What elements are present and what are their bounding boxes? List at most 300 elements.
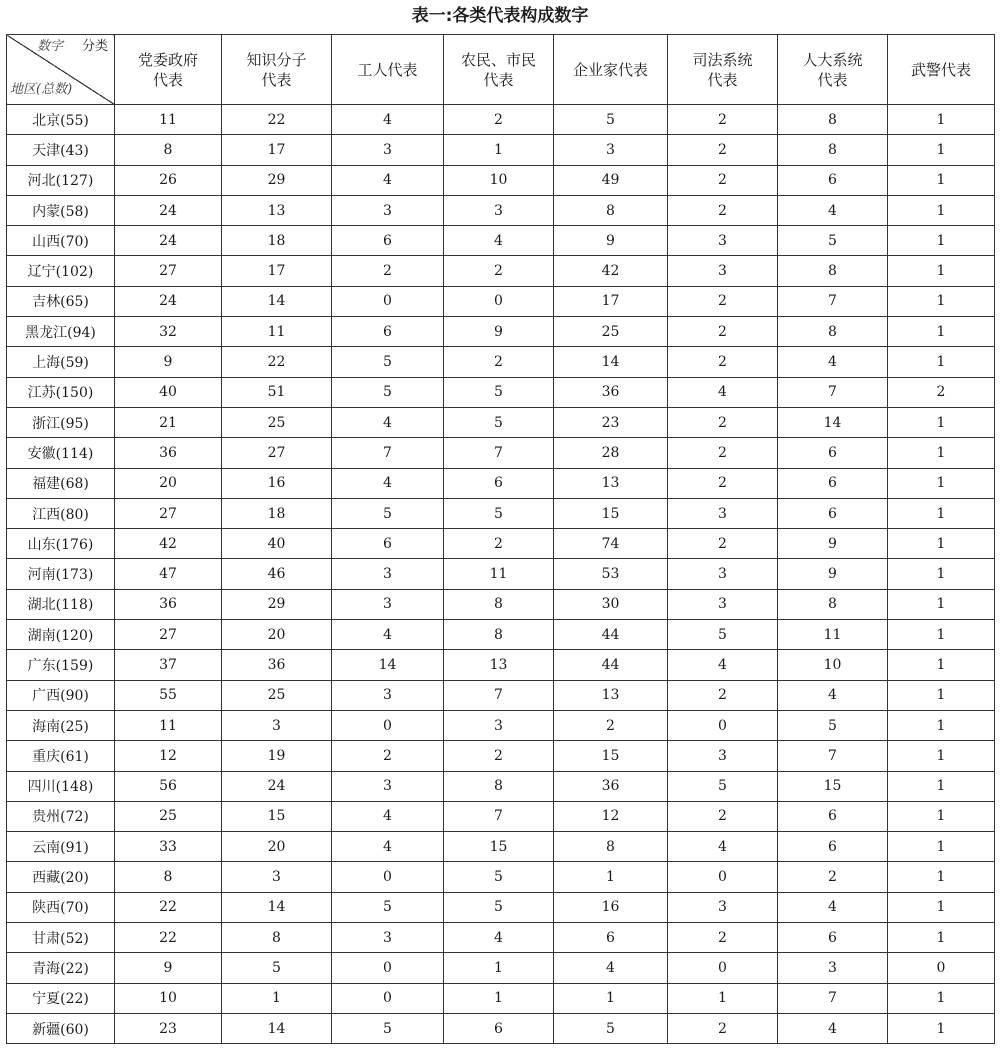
value-cell: 12 xyxy=(554,801,668,831)
column-header: 企业家代表 xyxy=(554,35,668,105)
value-cell: 20 xyxy=(222,620,332,650)
value-cell: 4 xyxy=(332,165,444,195)
region-cell: 黑龙江(94) xyxy=(7,317,115,347)
value-cell: 14 xyxy=(222,286,332,316)
value-cell: 4 xyxy=(332,801,444,831)
column-header: 知识分子代表 xyxy=(222,35,332,105)
value-cell: 2 xyxy=(668,195,778,225)
value-cell: 3 xyxy=(332,923,444,953)
value-cell: 0 xyxy=(444,286,554,316)
value-cell: 9 xyxy=(115,347,222,377)
value-cell: 42 xyxy=(554,256,668,286)
value-cell: 47 xyxy=(115,559,222,589)
value-cell: 11 xyxy=(222,317,332,347)
value-cell: 20 xyxy=(222,832,332,862)
table-row xyxy=(7,317,995,347)
value-cell: 4 xyxy=(554,953,668,983)
value-cell: 12 xyxy=(115,741,222,771)
value-cell: 1 xyxy=(888,589,995,619)
value-cell: 2 xyxy=(778,862,888,892)
value-cell: 36 xyxy=(222,650,332,680)
value-cell: 1 xyxy=(888,680,995,710)
table-row xyxy=(7,953,995,983)
value-cell: 1 xyxy=(888,620,995,650)
value-cell: 2 xyxy=(668,438,778,468)
value-cell: 2 xyxy=(554,710,668,740)
value-cell: 0 xyxy=(332,953,444,983)
value-cell: 3 xyxy=(668,589,778,619)
value-cell: 18 xyxy=(222,226,332,256)
value-cell: 9 xyxy=(444,317,554,347)
value-cell: 1 xyxy=(888,256,995,286)
value-cell: 6 xyxy=(332,529,444,559)
value-cell: 5 xyxy=(444,377,554,407)
value-cell: 17 xyxy=(222,135,332,165)
value-cell: 4 xyxy=(778,892,888,922)
value-cell: 6 xyxy=(444,468,554,498)
value-cell: 6 xyxy=(444,1013,554,1043)
value-cell: 2 xyxy=(444,347,554,377)
value-cell: 6 xyxy=(778,801,888,831)
region-cell: 广西(90) xyxy=(7,680,115,710)
value-cell: 17 xyxy=(222,256,332,286)
value-cell: 40 xyxy=(115,377,222,407)
value-cell: 9 xyxy=(778,559,888,589)
value-cell: 6 xyxy=(554,923,668,953)
value-cell: 2 xyxy=(668,529,778,559)
value-cell: 1 xyxy=(888,498,995,528)
value-cell: 56 xyxy=(115,771,222,801)
value-cell: 30 xyxy=(554,589,668,619)
table-row xyxy=(7,195,995,225)
value-cell: 16 xyxy=(222,468,332,498)
header-row xyxy=(7,35,995,105)
value-cell: 44 xyxy=(554,650,668,680)
value-cell: 0 xyxy=(332,710,444,740)
value-cell: 36 xyxy=(115,438,222,468)
value-cell: 1 xyxy=(888,650,995,680)
value-cell: 1 xyxy=(888,407,995,437)
value-cell: 8 xyxy=(444,620,554,650)
table-row xyxy=(7,135,995,165)
value-cell: 2 xyxy=(444,256,554,286)
region-cell: 甘肃(52) xyxy=(7,923,115,953)
value-cell: 2 xyxy=(668,680,778,710)
value-cell: 4 xyxy=(332,468,444,498)
table-row xyxy=(7,801,995,831)
value-cell: 4 xyxy=(668,377,778,407)
value-cell: 9 xyxy=(778,529,888,559)
value-cell: 3 xyxy=(668,498,778,528)
value-cell: 27 xyxy=(115,498,222,528)
value-cell: 0 xyxy=(668,710,778,740)
table-row xyxy=(7,438,995,468)
value-cell: 17 xyxy=(554,286,668,316)
region-cell: 海南(25) xyxy=(7,710,115,740)
value-cell: 7 xyxy=(332,438,444,468)
value-cell: 16 xyxy=(554,892,668,922)
value-cell: 5 xyxy=(444,892,554,922)
value-cell: 5 xyxy=(554,1013,668,1043)
value-cell: 0 xyxy=(888,953,995,983)
region-cell: 河北(127) xyxy=(7,165,115,195)
region-cell: 内蒙(58) xyxy=(7,195,115,225)
value-cell: 2 xyxy=(444,741,554,771)
value-cell: 10 xyxy=(115,983,222,1013)
value-cell: 7 xyxy=(778,377,888,407)
value-cell: 3 xyxy=(444,710,554,740)
value-cell: 7 xyxy=(444,801,554,831)
table-row xyxy=(7,710,995,740)
value-cell: 22 xyxy=(115,923,222,953)
value-cell: 6 xyxy=(778,923,888,953)
value-cell: 2 xyxy=(444,105,554,135)
value-cell: 15 xyxy=(554,498,668,528)
table-row xyxy=(7,165,995,195)
value-cell: 5 xyxy=(444,862,554,892)
value-cell: 53 xyxy=(554,559,668,589)
corner-number-label: 数字 xyxy=(37,39,64,54)
region-cell: 西藏(20) xyxy=(7,862,115,892)
value-cell: 8 xyxy=(778,256,888,286)
value-cell: 23 xyxy=(554,407,668,437)
table-row xyxy=(7,620,995,650)
value-cell: 23 xyxy=(115,1013,222,1043)
value-cell: 18 xyxy=(222,498,332,528)
value-cell: 6 xyxy=(778,438,888,468)
table-row xyxy=(7,862,995,892)
value-cell: 13 xyxy=(444,650,554,680)
value-cell: 36 xyxy=(115,589,222,619)
value-cell: 10 xyxy=(444,165,554,195)
value-cell: 8 xyxy=(444,589,554,619)
value-cell: 20 xyxy=(115,468,222,498)
value-cell: 10 xyxy=(778,650,888,680)
table-row xyxy=(7,832,995,862)
value-cell: 6 xyxy=(778,165,888,195)
value-cell: 3 xyxy=(332,195,444,225)
column-header: 工人代表 xyxy=(332,35,444,105)
value-cell: 5 xyxy=(332,347,444,377)
value-cell: 1 xyxy=(668,983,778,1013)
value-cell: 3 xyxy=(668,892,778,922)
value-cell: 6 xyxy=(778,468,888,498)
value-cell: 1 xyxy=(888,468,995,498)
value-cell: 8 xyxy=(554,832,668,862)
value-cell: 1 xyxy=(888,195,995,225)
value-cell: 0 xyxy=(668,862,778,892)
value-cell: 3 xyxy=(668,256,778,286)
value-cell: 1 xyxy=(888,710,995,740)
value-cell: 27 xyxy=(222,438,332,468)
value-cell: 44 xyxy=(554,620,668,650)
value-cell: 24 xyxy=(115,286,222,316)
value-cell: 8 xyxy=(778,589,888,619)
value-cell: 1 xyxy=(222,983,332,1013)
value-cell: 1 xyxy=(888,286,995,316)
column-header: 武警代表 xyxy=(888,35,995,105)
value-cell: 3 xyxy=(332,135,444,165)
value-cell: 27 xyxy=(115,620,222,650)
value-cell: 25 xyxy=(222,407,332,437)
value-cell: 1 xyxy=(888,771,995,801)
value-cell: 13 xyxy=(554,680,668,710)
value-cell: 0 xyxy=(668,953,778,983)
table-row xyxy=(7,498,995,528)
region-cell: 重庆(61) xyxy=(7,741,115,771)
value-cell: 6 xyxy=(332,317,444,347)
value-cell: 3 xyxy=(332,680,444,710)
table-row xyxy=(7,1013,995,1043)
value-cell: 1 xyxy=(888,529,995,559)
value-cell: 25 xyxy=(222,680,332,710)
corner-region-label: 地区(总数) xyxy=(10,82,73,97)
value-cell: 2 xyxy=(668,407,778,437)
value-cell: 3 xyxy=(222,862,332,892)
value-cell: 1 xyxy=(888,347,995,377)
table-title: 表一:各类代表构成数字 xyxy=(411,6,589,26)
value-cell: 14 xyxy=(332,650,444,680)
value-cell: 13 xyxy=(554,468,668,498)
value-cell: 22 xyxy=(222,347,332,377)
value-cell: 8 xyxy=(115,862,222,892)
value-cell: 55 xyxy=(115,680,222,710)
representatives-table xyxy=(6,34,995,1044)
value-cell: 4 xyxy=(668,650,778,680)
value-cell: 40 xyxy=(222,529,332,559)
value-cell: 4 xyxy=(332,832,444,862)
table-row xyxy=(7,741,995,771)
value-cell: 1 xyxy=(888,862,995,892)
value-cell: 15 xyxy=(778,771,888,801)
value-cell: 14 xyxy=(222,892,332,922)
table-row xyxy=(7,226,995,256)
value-cell: 0 xyxy=(332,983,444,1013)
value-cell: 8 xyxy=(778,135,888,165)
value-cell: 0 xyxy=(332,286,444,316)
value-cell: 2 xyxy=(444,529,554,559)
value-cell: 8 xyxy=(778,105,888,135)
region-cell: 江西(80) xyxy=(7,498,115,528)
region-cell: 浙江(95) xyxy=(7,407,115,437)
value-cell: 2 xyxy=(668,105,778,135)
region-cell: 云南(91) xyxy=(7,832,115,862)
value-cell: 28 xyxy=(554,438,668,468)
value-cell: 26 xyxy=(115,165,222,195)
column-header: 人大系统代表 xyxy=(778,35,888,105)
value-cell: 6 xyxy=(778,498,888,528)
region-cell: 吉林(65) xyxy=(7,286,115,316)
value-cell: 5 xyxy=(444,498,554,528)
value-cell: 36 xyxy=(554,771,668,801)
table-row xyxy=(7,892,995,922)
table-row xyxy=(7,680,995,710)
table-row xyxy=(7,589,995,619)
value-cell: 51 xyxy=(222,377,332,407)
value-cell: 5 xyxy=(668,620,778,650)
region-cell: 贵州(72) xyxy=(7,801,115,831)
value-cell: 3 xyxy=(668,226,778,256)
value-cell: 4 xyxy=(778,195,888,225)
region-cell: 江苏(150) xyxy=(7,377,115,407)
value-cell: 13 xyxy=(222,195,332,225)
value-cell: 4 xyxy=(332,620,444,650)
value-cell: 25 xyxy=(554,317,668,347)
value-cell: 3 xyxy=(554,135,668,165)
value-cell: 14 xyxy=(222,1013,332,1043)
value-cell: 1 xyxy=(888,832,995,862)
value-cell: 32 xyxy=(115,317,222,347)
value-cell: 1 xyxy=(888,559,995,589)
value-cell: 4 xyxy=(668,832,778,862)
value-cell: 5 xyxy=(332,498,444,528)
value-cell: 14 xyxy=(554,347,668,377)
value-cell: 1 xyxy=(888,135,995,165)
value-cell: 1 xyxy=(444,135,554,165)
value-cell: 3 xyxy=(444,195,554,225)
value-cell: 3 xyxy=(332,559,444,589)
region-cell: 湖南(120) xyxy=(7,620,115,650)
value-cell: 8 xyxy=(554,195,668,225)
value-cell: 5 xyxy=(332,377,444,407)
value-cell: 4 xyxy=(444,226,554,256)
region-cell: 辽宁(102) xyxy=(7,256,115,286)
table-row xyxy=(7,468,995,498)
value-cell: 2 xyxy=(668,286,778,316)
value-cell: 8 xyxy=(778,317,888,347)
value-cell: 1 xyxy=(554,862,668,892)
table-row xyxy=(7,529,995,559)
value-cell: 42 xyxy=(115,529,222,559)
value-cell: 4 xyxy=(778,347,888,377)
region-cell: 湖北(118) xyxy=(7,589,115,619)
value-cell: 1 xyxy=(888,892,995,922)
value-cell: 4 xyxy=(332,407,444,437)
value-cell: 1 xyxy=(888,165,995,195)
value-cell: 2 xyxy=(888,377,995,407)
value-cell: 5 xyxy=(332,1013,444,1043)
table-row xyxy=(7,286,995,316)
value-cell: 2 xyxy=(668,468,778,498)
value-cell: 24 xyxy=(115,226,222,256)
region-cell: 青海(22) xyxy=(7,953,115,983)
value-cell: 1 xyxy=(888,438,995,468)
value-cell: 3 xyxy=(222,710,332,740)
value-cell: 8 xyxy=(222,923,332,953)
value-cell: 1 xyxy=(888,226,995,256)
region-cell: 河南(173) xyxy=(7,559,115,589)
value-cell: 19 xyxy=(222,741,332,771)
value-cell: 4 xyxy=(444,923,554,953)
value-cell: 2 xyxy=(668,165,778,195)
column-header: 党委政府代表 xyxy=(115,35,222,105)
value-cell: 37 xyxy=(115,650,222,680)
value-cell: 15 xyxy=(444,832,554,862)
value-cell: 7 xyxy=(778,741,888,771)
value-cell: 15 xyxy=(222,801,332,831)
column-header: 农民、市民代表 xyxy=(444,35,554,105)
value-cell: 4 xyxy=(778,680,888,710)
value-cell: 14 xyxy=(778,407,888,437)
value-cell: 3 xyxy=(332,589,444,619)
value-cell: 1 xyxy=(888,983,995,1013)
value-cell: 8 xyxy=(115,135,222,165)
value-cell: 2 xyxy=(668,801,778,831)
region-cell: 山东(176) xyxy=(7,529,115,559)
value-cell: 5 xyxy=(332,892,444,922)
value-cell: 8 xyxy=(444,771,554,801)
value-cell: 6 xyxy=(778,832,888,862)
value-cell: 3 xyxy=(778,953,888,983)
table-row xyxy=(7,407,995,437)
value-cell: 2 xyxy=(668,1013,778,1043)
value-cell: 1 xyxy=(888,105,995,135)
value-cell: 4 xyxy=(778,1013,888,1043)
value-cell: 5 xyxy=(778,710,888,740)
table-row xyxy=(7,105,995,135)
value-cell: 29 xyxy=(222,165,332,195)
table-body xyxy=(7,105,995,1044)
table-row xyxy=(7,983,995,1013)
value-cell: 22 xyxy=(115,892,222,922)
value-cell: 24 xyxy=(115,195,222,225)
value-cell: 2 xyxy=(668,347,778,377)
value-cell: 11 xyxy=(115,710,222,740)
value-cell: 11 xyxy=(115,105,222,135)
region-cell: 新疆(60) xyxy=(7,1013,115,1043)
value-cell: 1 xyxy=(444,983,554,1013)
region-cell: 山西(70) xyxy=(7,226,115,256)
table-row xyxy=(7,347,995,377)
value-cell: 5 xyxy=(222,953,332,983)
value-cell: 3 xyxy=(668,559,778,589)
value-cell: 3 xyxy=(668,741,778,771)
region-cell: 宁夏(22) xyxy=(7,983,115,1013)
value-cell: 11 xyxy=(778,620,888,650)
value-cell: 15 xyxy=(554,741,668,771)
value-cell: 27 xyxy=(115,256,222,286)
table-row xyxy=(7,650,995,680)
value-cell: 9 xyxy=(115,953,222,983)
table-row xyxy=(7,771,995,801)
value-cell: 7 xyxy=(778,286,888,316)
region-cell: 福建(68) xyxy=(7,468,115,498)
value-cell: 46 xyxy=(222,559,332,589)
value-cell: 11 xyxy=(444,559,554,589)
value-cell: 5 xyxy=(778,226,888,256)
value-cell: 74 xyxy=(554,529,668,559)
region-cell: 陕西(70) xyxy=(7,892,115,922)
region-cell: 北京(55) xyxy=(7,105,115,135)
value-cell: 24 xyxy=(222,771,332,801)
value-cell: 2 xyxy=(668,923,778,953)
table-row xyxy=(7,256,995,286)
region-cell: 上海(59) xyxy=(7,347,115,377)
value-cell: 36 xyxy=(554,377,668,407)
value-cell: 29 xyxy=(222,589,332,619)
value-cell: 5 xyxy=(554,105,668,135)
value-cell: 4 xyxy=(332,105,444,135)
value-cell: 7 xyxy=(444,438,554,468)
value-cell: 1 xyxy=(444,953,554,983)
table-row xyxy=(7,377,995,407)
value-cell: 3 xyxy=(332,771,444,801)
value-cell: 2 xyxy=(332,256,444,286)
value-cell: 21 xyxy=(115,407,222,437)
value-cell: 7 xyxy=(778,983,888,1013)
value-cell: 1 xyxy=(888,801,995,831)
value-cell: 33 xyxy=(115,832,222,862)
